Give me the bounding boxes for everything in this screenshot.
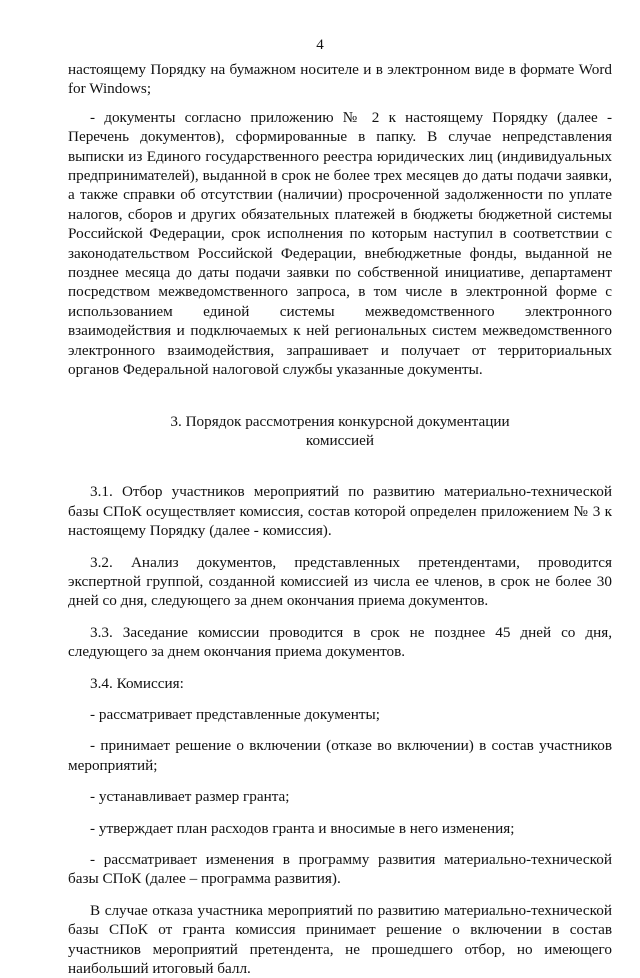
section-heading-line-1: 3. Порядок рассмотрения конкурсной документации: [170, 412, 510, 430]
paragraph-refusal-case: В случае отказа участника мероприятий по развитию материально-технической базы СПоК от гранта комиссия принимает решение о включении в состав участников мероприятий претендента, не прошедшего отбор, но имеющего наибольший итоговый балл.: [68, 901, 612, 978]
section-heading: [68, 412, 612, 451]
document-body: [68, 60, 612, 978]
paragraph-3-2: 3.2. Анализ документов, представленных претендентами, проводится экспертной группой, созданной комиссией из числа ее членов, в срок не более 30 дней со дня, следующего за днем окончания приема документов.: [68, 553, 612, 610]
section-heading-line-2: комиссией: [305, 431, 375, 449]
list-item-expense-plan: - утверждает план расходов гранта и вносимые в него изменения;: [90, 819, 515, 837]
page-number: 4: [316, 37, 324, 53]
paragraph-documents-list: - документы согласно приложению № 2 к настоящему Порядку (далее - Перечень документов), сформированные в папку. В случае непредставления выписки из Единого государственного реестра юридических лиц (индивидуальных предпринимателей), выданной в срок не более трех месяцев до даты подачи заявки, а также справки об отсутствии (наличии) просроченной задолженности по уплате налогов, сборов и других обязательных платежей в бюджеты бюджетной системы Российской Федерации, срок исполнения по которым наступил в соответствии с законодательством Российской Федерации, внебюджетные фонды, выданной не позднее месяца до даты подачи заявки по собственной инициативе, департамент посредством межведомственного запроса, в том числе в электронной форме с использованием единой системы межведомственного электронного взаимодействия и подключаемых к ней региональных систем межведомственного электронного взаимодействия, запрашивает и получает от территориальных органов Федеральной налоговой службы указанные документы.: [68, 108, 612, 379]
list-item-decision-inclusion: - принимает решение о включении (отказе во включении) в состав участников мероприятий;: [68, 737, 612, 774]
paragraph-3-1: 3.1. Отбор участников мероприятий по развитию материально-технической базы СПоК осуществляет комиссия, состав которой определен приложением № 3 к настоящему Порядку (далее - комиссия).: [68, 483, 612, 540]
list-item-program-changes: - рассматривает изменения в программу развития материально-технической базы СПоК (далее – программа развития).: [68, 851, 612, 888]
paragraph-3-4: 3.4. Комиссия:: [90, 674, 184, 692]
list-item-grant-size: - устанавливает размер гранта;: [90, 788, 290, 806]
paragraph-continuation: настоящему Порядку на бумажном носителе и в электронном виде в формате Word for Windows;: [68, 61, 612, 98]
list-item-review-documents: - рассматривает представленные документы;: [90, 705, 380, 723]
paragraph-3-3: 3.3. Заседание комиссии проводится в срок не позднее 45 дней со дня, следующего за днем окончания приема документов.: [68, 623, 612, 661]
